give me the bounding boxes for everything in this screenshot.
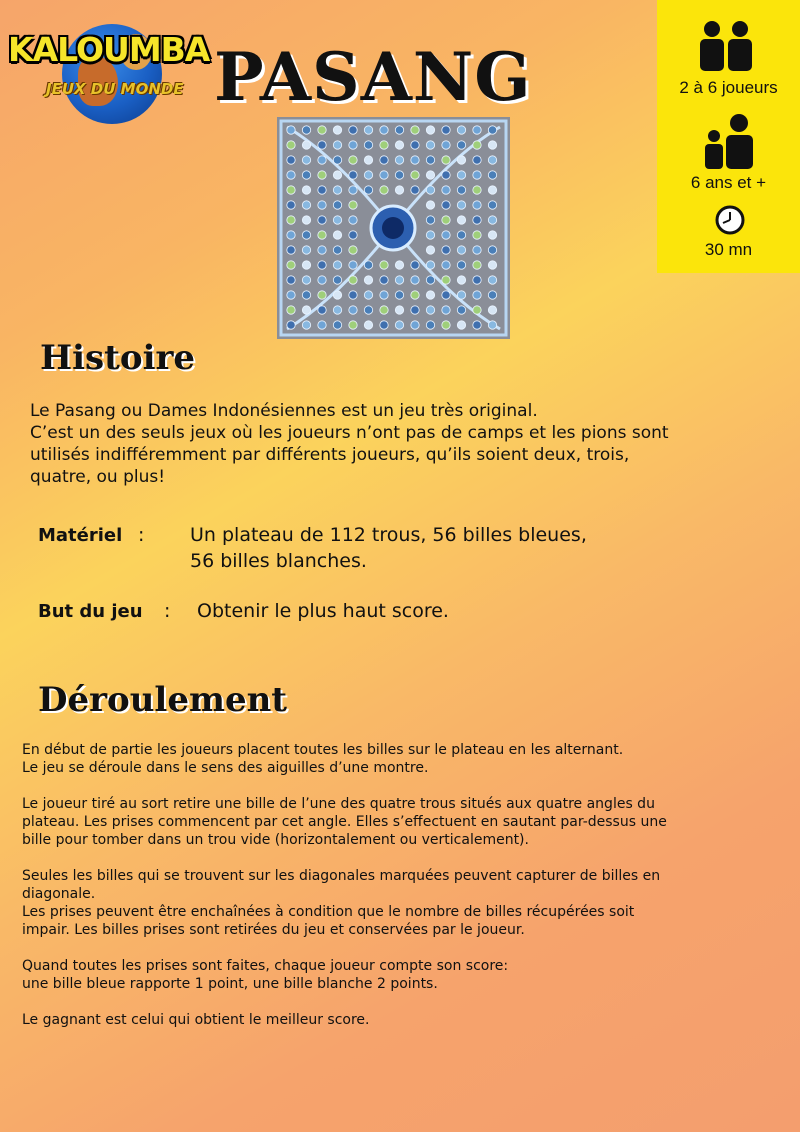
board-marble [457,171,465,179]
section-heading-deroulement: Déroulement [38,680,288,720]
board-marble [411,156,419,164]
board-marble [473,231,481,239]
section-heading-histoire: Histoire [40,338,196,378]
board-marble [488,126,496,134]
board-marble [473,171,481,179]
board-marble [426,186,434,194]
board-marble [442,201,450,209]
board-marble [302,201,310,209]
materiel-colon: : [138,524,145,546]
board-marble [411,261,419,269]
board-marble [333,126,341,134]
board-marble [287,321,295,329]
board-marble [442,261,450,269]
board-marble [411,291,419,299]
board-marble [364,306,372,314]
board-marble [442,306,450,314]
adult-child-icon [703,114,755,170]
board-marble [333,276,341,284]
board-marble [411,306,419,314]
board-marble [302,156,310,164]
board-marble [318,261,326,269]
board-marble [333,306,341,314]
board-marble [364,276,372,284]
board-marble [302,126,310,134]
board-marble [426,246,434,254]
board-marble [333,231,341,239]
text-line: Le jeu se déroule dans le sens des aiguilles d’une montre. [22,760,429,776]
board-marble [318,201,326,209]
board-marble [457,141,465,149]
but-label: But du jeu [38,601,143,622]
two-players-icon [697,20,755,72]
age-range: 6 ans et + [690,173,767,192]
game-duration: 30 mn [704,240,753,259]
board-marble [349,276,357,284]
board-marble [442,186,450,194]
materiel-line-2: 56 billes blanches. [190,550,367,572]
board-marble [364,126,372,134]
board-marble [395,186,403,194]
board-marble [395,306,403,314]
board-marble [426,171,434,179]
deroulement-text [22,741,667,1029]
board-marble [302,231,310,239]
board-marble [473,246,481,254]
board-marble [380,261,388,269]
board-marble [473,321,481,329]
board-marble [426,291,434,299]
board-marble [411,186,419,194]
text-line: plateau. Les prises commencent par cet angle. Elles s’effectuent en sautant par-dessus une [22,814,667,830]
board-marble [287,276,295,284]
board-marble [457,261,465,269]
board-marble [457,321,465,329]
board-marble [426,141,434,149]
text-line: Le joueur tiré au sort retire une bille de l’une des quatre trous situés aux quatre angles du [22,796,655,812]
board-marble [333,171,341,179]
board-marble [395,141,403,149]
board-marble [349,321,357,329]
board-marble [488,201,496,209]
board-marble [442,231,450,239]
board-marble [488,306,496,314]
board-marble [349,156,357,164]
board-marble [364,321,372,329]
text-line [22,993,667,1011]
board-marble [333,216,341,224]
board-marble [302,306,310,314]
board-marble [318,156,326,164]
board-marble [442,276,450,284]
text-line: En début de partie les joueurs placent toutes les billes sur le plateau en les alternant. [22,742,624,758]
board-marble [473,291,481,299]
board-marble [426,126,434,134]
board-marble [442,126,450,134]
board-marble [457,201,465,209]
board-marble [426,216,434,224]
board-marble [395,126,403,134]
board-marble [333,261,341,269]
board-marble [473,186,481,194]
board-marble [302,216,310,224]
board-marble [442,246,450,254]
logo-subtitle: JEUX DU MONDE [46,80,184,98]
board-marble [457,216,465,224]
board-marble [380,186,388,194]
board-marble [349,126,357,134]
board-marble [488,156,496,164]
board-marble [380,171,388,179]
board-marble [442,291,450,299]
board-marble [380,321,388,329]
board-marble [488,186,496,194]
text-line: impair. Les billes prises sont retirées du jeu et conservées par le joueur. [22,922,525,938]
board-marble [457,231,465,239]
board-marble [302,291,310,299]
text-line: quatre, ou plus! [30,467,166,487]
but-colon: : [164,600,171,622]
board-marble [349,141,357,149]
board-marble [442,141,450,149]
clock-icon [715,205,745,235]
board-marble [473,141,481,149]
board-marble [333,291,341,299]
board-marble [287,141,295,149]
materiel-line-1: Un plateau de 112 trous, 56 billes bleues, [190,524,587,546]
board-marble [488,261,496,269]
board-marble [473,201,481,209]
board-marble [395,156,403,164]
board-marble [473,306,481,314]
text-line [22,939,667,957]
board-marble [287,216,295,224]
board-marble [333,186,341,194]
board-marble [380,306,388,314]
info-box [657,0,800,273]
board-marble [473,216,481,224]
board-marble [380,141,388,149]
board-marble [287,231,295,239]
board-marble [364,156,372,164]
text-line: utilisés indifféremment par différents joueurs, qu’ils soient deux, trois, [30,445,630,465]
board-marble [426,156,434,164]
board-marble [302,261,310,269]
board-marble [426,321,434,329]
board-marble [318,306,326,314]
board-marble [333,201,341,209]
board-marble [349,171,357,179]
board-marble [318,126,326,134]
board-marble [364,291,372,299]
text-line [22,849,667,867]
board-marble [442,321,450,329]
board-marble [488,231,496,239]
board-marble [411,126,419,134]
text-line: une bille bleue rapporte 1 point, une bille blanche 2 points. [22,976,438,992]
board-marble [473,261,481,269]
board-marble [411,276,419,284]
board-marble [395,321,403,329]
board-marble [380,126,388,134]
board-marble [426,231,434,239]
board-marble [488,141,496,149]
board-marble [364,171,372,179]
text-line: Le Pasang ou Dames Indonésiennes est un jeu très original. [30,401,538,421]
board-marble [395,276,403,284]
board-marble [411,171,419,179]
board-marble [318,231,326,239]
board-marble [287,291,295,299]
board-marble [318,186,326,194]
board-marble [318,216,326,224]
board-marble [349,186,357,194]
board-marble [395,261,403,269]
game-board-photo [277,117,510,339]
board-marble [380,276,388,284]
board-marble [457,186,465,194]
materiel-label: Matériel [38,525,123,546]
board-marble [318,171,326,179]
board-marble [411,141,419,149]
board-marble [287,186,295,194]
text-line: bille pour tomber dans un trou vide (horizontalement ou verticalement). [22,832,529,848]
text-line: C’est un des seuls jeux où les joueurs n’ont pas de camps et les pions sont [30,423,669,443]
board-marble [457,126,465,134]
board-marble [333,141,341,149]
logo-brand: KALOUMBA [8,30,210,69]
board-marble [488,276,496,284]
board-marble [349,231,357,239]
board-marble [457,276,465,284]
board-marble [488,291,496,299]
board-marble [426,261,434,269]
board-marble [457,156,465,164]
text-line: Seules les billes qui se trouvent sur les diagonales marquées peuvent capturer de billes en [22,868,661,884]
board-marble [364,186,372,194]
board-marble [473,276,481,284]
board-marble [333,156,341,164]
board-marble [318,321,326,329]
board-marble [349,201,357,209]
board-marble [302,186,310,194]
kaloumba-logo [8,16,210,126]
board-illustration [277,117,510,339]
board-marble [426,306,434,314]
board-marble [380,156,388,164]
board-marble [349,306,357,314]
board-marble [318,246,326,254]
histoire-text [30,400,669,488]
players-count: 2 à 6 joueurs [679,78,778,97]
board-marble [333,321,341,329]
board-marble [302,246,310,254]
board-marble [457,246,465,254]
board-marble [318,141,326,149]
board-marble [380,291,388,299]
text-line: diagonale. [22,886,96,902]
board-marble [364,261,372,269]
board-marble [395,171,403,179]
text-line: Les prises peuvent être enchaînées à condition que le nombre de billes récupérées soit [22,904,635,920]
board-marble [302,321,310,329]
board-marble [473,156,481,164]
board-marble [426,276,434,284]
board-marble [287,171,295,179]
but-value: Obtenir le plus haut score. [197,600,449,622]
board-marble [349,261,357,269]
board-marble [318,291,326,299]
text-line: Le gagnant est celui qui obtient le meilleur score. [22,1012,370,1028]
board-marble [287,126,295,134]
board-marble [287,201,295,209]
board-marble [442,156,450,164]
board-marble [426,201,434,209]
board-marble [442,216,450,224]
board-marble [442,171,450,179]
board-marble [364,141,372,149]
board-marble [488,321,496,329]
board-marble [287,306,295,314]
board-marble [473,126,481,134]
board-marble [457,291,465,299]
board-marble [302,171,310,179]
board-marble [287,246,295,254]
text-line: Quand toutes les prises sont faites, chaque joueur compte son score: [22,958,509,974]
board-marble [349,216,357,224]
board-marble [395,291,403,299]
board-marble [302,276,310,284]
board-marble [318,276,326,284]
board-marble [287,261,295,269]
board-marble [488,171,496,179]
board-marble [488,216,496,224]
board-marble [333,246,341,254]
board-marble [287,156,295,164]
board-marble [349,246,357,254]
page-title: PASANG [214,38,532,116]
board-marble [302,141,310,149]
board-marble [457,306,465,314]
text-line [22,777,667,795]
board-marble [488,246,496,254]
board-marble [411,321,419,329]
board-marble [349,291,357,299]
